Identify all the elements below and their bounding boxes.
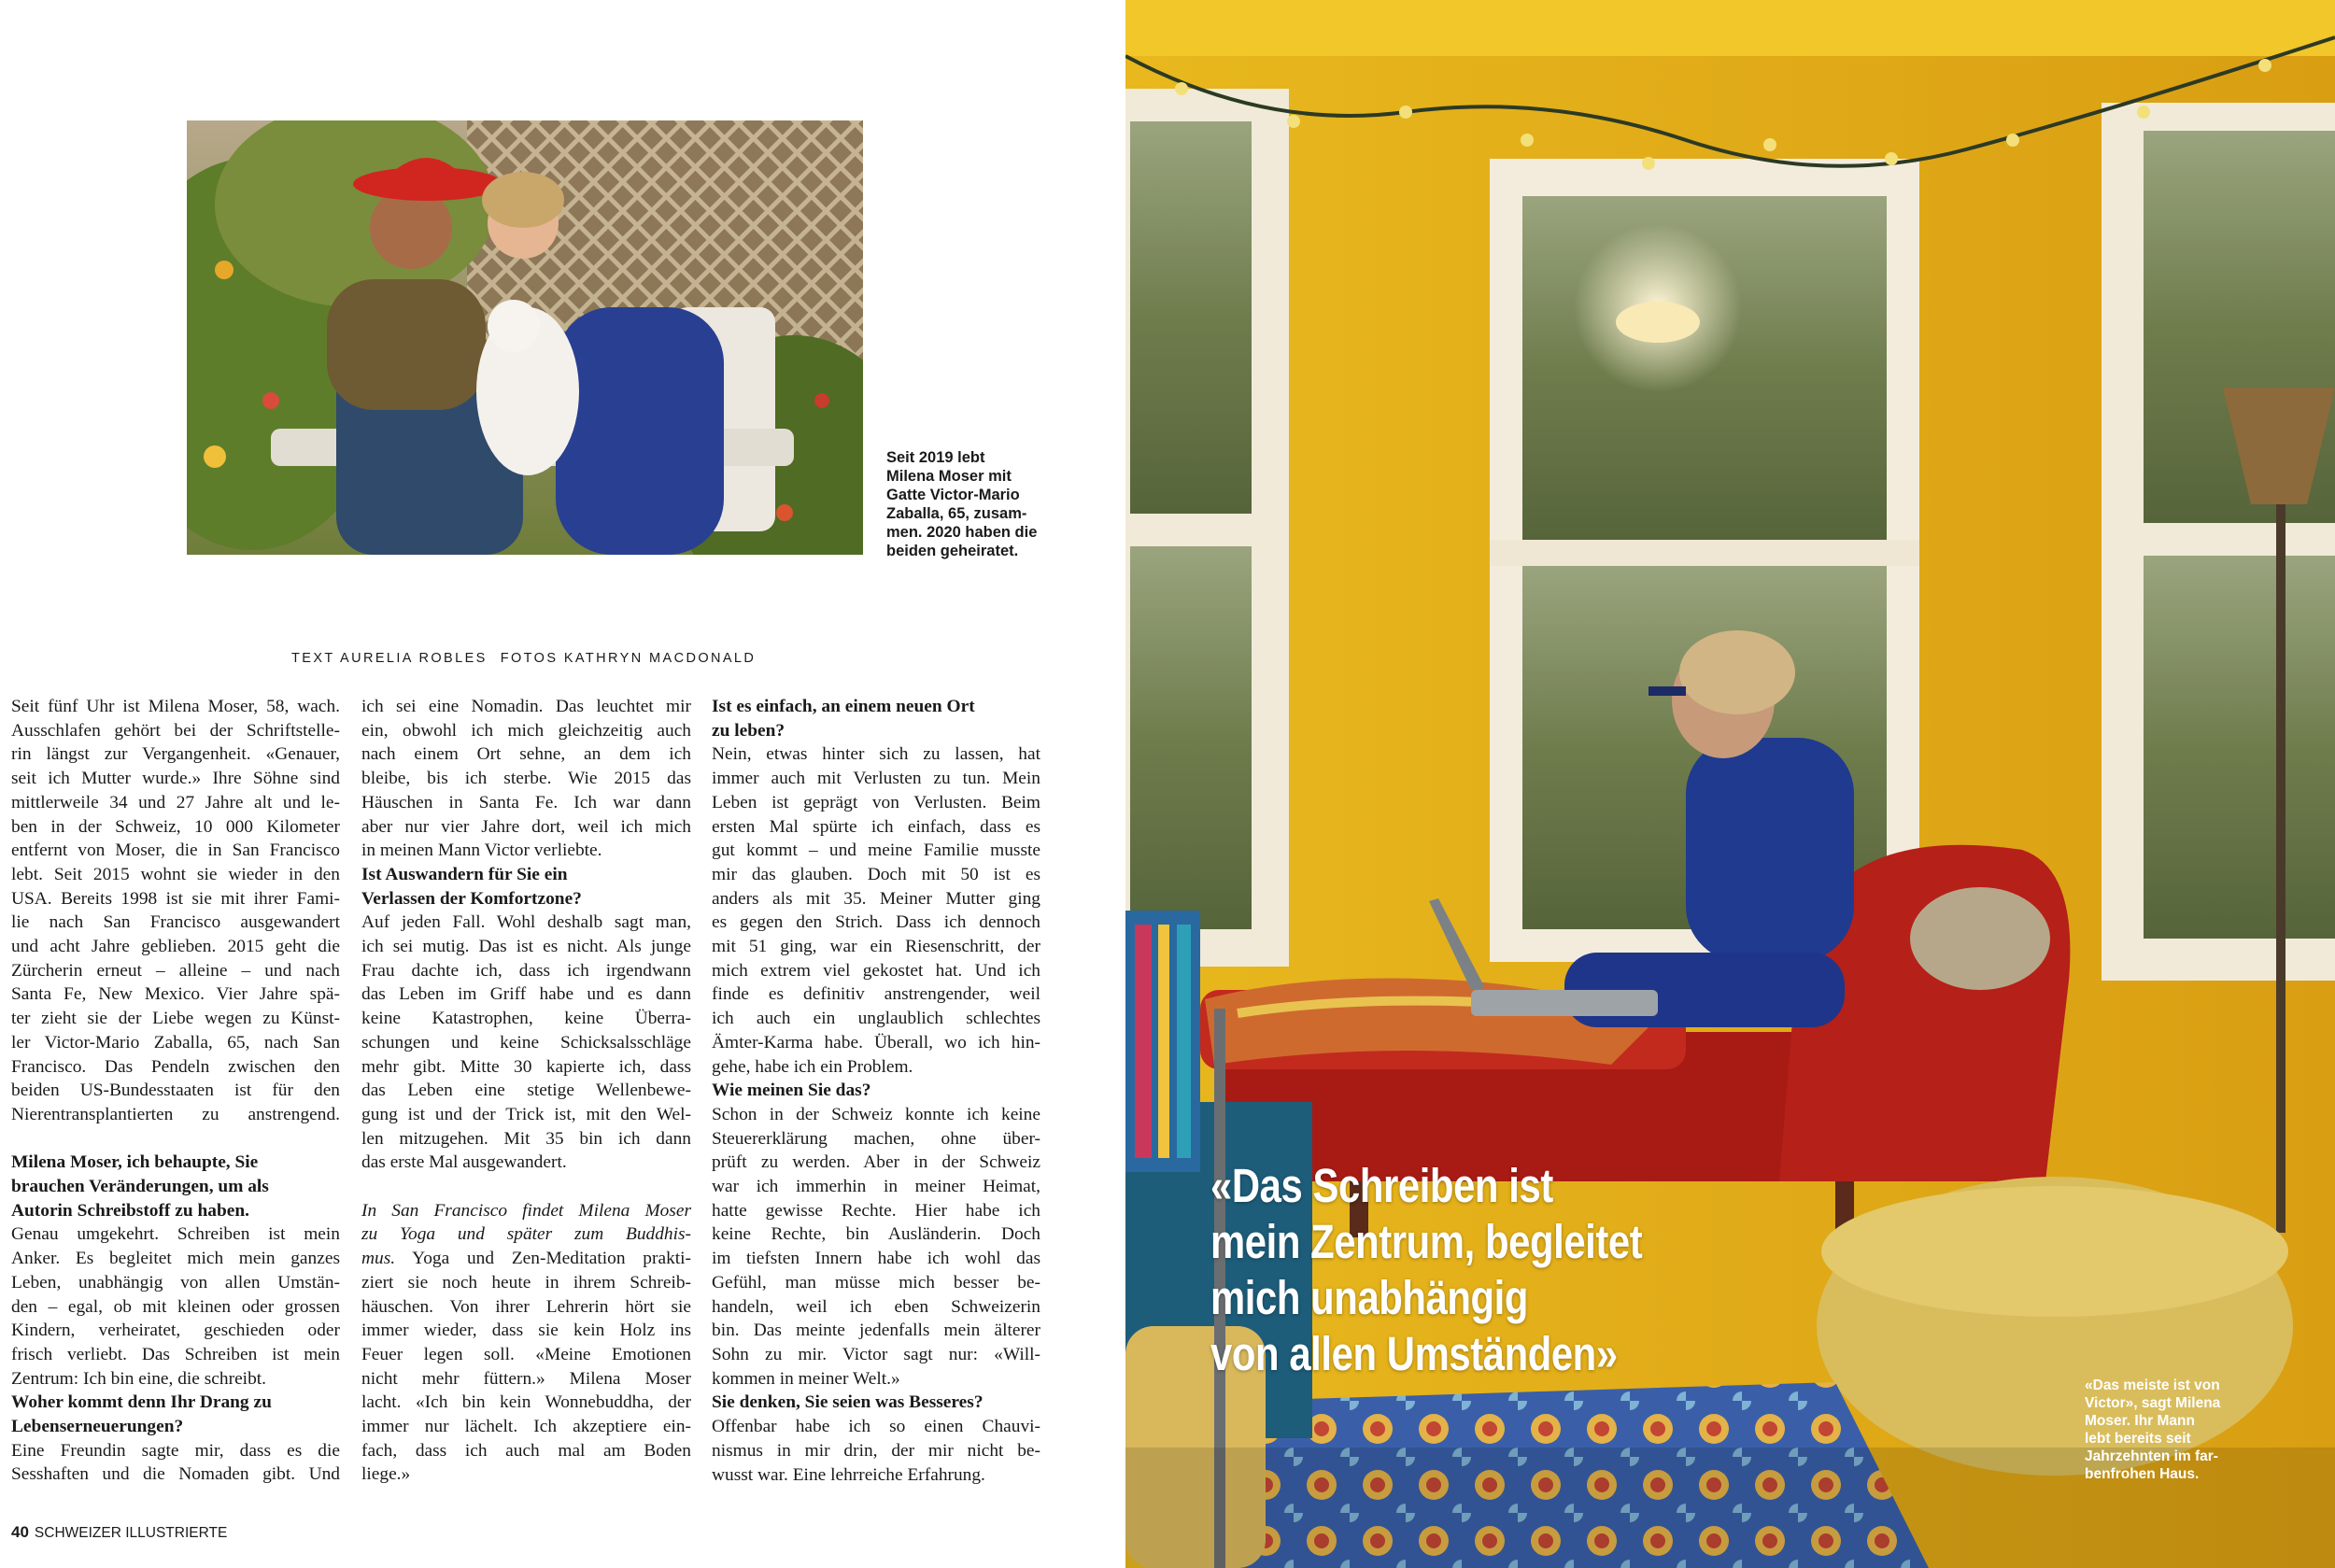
body-line: len mitzugehen. Mit 35 bin ich dann [361,1128,691,1149]
body-line: das Leben im Griff habe und es dann [361,984,691,1005]
caption-line: Moser. Ihr Mann [2085,1413,2195,1429]
article-column-3 [712,695,1040,1487]
italic-intro-end: mus. [361,1249,396,1269]
body-line: Ausschlafen gehört bei der Schriftstelle- [11,720,340,741]
caption-line: Gatte Victor-Mario [886,487,1020,503]
interview-question: Ist Auswandern für Sie ein [361,864,568,884]
body-line: Leben, unabhängig von allen Umstän- [11,1272,340,1293]
body-line: Leben ist geprägt von Verlusten. Beim [712,792,1040,812]
article-column-2 [361,695,691,1487]
pull-quote-line: mein Zentrum, begleitet [1210,1215,1643,1268]
body-line: Nierentransplantierten zu anstrengend. [11,1104,340,1124]
body-line: wusst war. Eine lehrreiche Erfahrung. [712,1464,985,1485]
body-line: ersten Mal spürte ich einfach, dass es [712,816,1040,837]
body-line: ich sei mutig. Das ist es nicht. Als junge [361,937,691,957]
text-credit: TEXT AURELIA ROBLES [291,651,488,666]
interview-question: Woher kommt denn Ihr Drang zu [11,1392,272,1413]
left-page [0,0,1125,1568]
body-line: war ich immerhin in meiner Heimat, [712,1177,1040,1197]
body-line: mit 51 ging, war ein Riesenschritt, der [712,937,1040,957]
interview-question: Wie meinen Sie das? [712,1081,871,1101]
body-line: Häuschen in Santa Fe. Ich war dann [361,792,691,812]
body-line: schungen und keine Schicksalsschläge [361,1032,691,1052]
caption-line: «Das meiste ist von [2085,1377,2220,1393]
body-line: lebt. Seit 2015 wohnt sie wieder in den [11,864,340,884]
caption-line: Zaballa, 65, zusam- [886,505,1027,522]
body-line: immer nur lächelt. Ich akzeptiere ein- [361,1417,691,1437]
body-line: hatte gewisse Rechte. Hier habe ich [712,1200,1040,1221]
interview-question: Verlassen der Komfortzone? [361,888,582,909]
page-number: 40 [11,1523,29,1541]
body-line: in meinen Mann Victor verliebte. [361,841,602,861]
body-line: immer auch mit Verlusten zu tun. Mein [712,769,1040,789]
body-line: mir das glauben. Doch mit 50 ist es [712,864,1040,884]
interview-question: Lebenserneuerungen? [11,1417,184,1437]
magazine-name: SCHWEIZER ILLUSTRIERTE [34,1525,228,1541]
body-line: lie nach San Francisco ausgewandert [11,912,340,933]
body-line: Eine Freundin sagte mir, dass es die [11,1440,340,1461]
body-line: ter zieht sie der Liebe wegen zu Künst- [11,1009,340,1029]
body-line: Gefühl, man müsse mich besser be- [712,1272,1040,1293]
pull-quote [1210,1158,1642,1382]
pull-quote-line: mich unabhängig [1210,1271,1529,1324]
body-line: den – egal, ob mit kleinen oder grossen [11,1296,340,1317]
body-line: das erste Mal ausgewandert. [361,1152,567,1173]
interview-question: Sie denken, Sie seien was Besseres? [712,1392,984,1413]
body-line: im tiefsten Innern habe ich wohl das [712,1249,1040,1269]
interior-photo-caption [2085,1377,2220,1483]
caption-line: Milena Moser mit [886,468,1012,485]
caption-line: Seit 2019 lebt [886,449,985,466]
body-line: ein, obwohl ich mich gleichzeitig auch [361,720,691,741]
pull-quote-line: «Das Schreiben ist [1210,1159,1553,1212]
body-line: nismus in mir drin, der mir nicht be- [712,1440,1040,1461]
body-line: frisch verliebt. Das Schreiben ist mein [11,1344,340,1364]
interview-question: brauchen Veränderungen, um als [11,1177,269,1197]
body-line [361,1247,691,1271]
body-line: Offenbar habe ich so einen Chauvi- [712,1417,1040,1437]
couple-photo [187,120,863,555]
body-line: ich sei eine Nomadin. Das leuchtet mir [361,697,691,716]
interview-question: Autorin Schreibstoff zu haben. [11,1200,249,1221]
body-line: Frau dachte ich, dass ich irgendwann [361,960,691,981]
body-line: rin längst zur Vergangenheit. «Genauer, [11,744,340,765]
body-line: finde es definitiv anstrengender, weil [712,984,1040,1005]
interview-question: zu leben? [712,720,785,741]
body-line: mehr gibt. Mitte 30 kapierte ich, dass [361,1056,691,1077]
body-line: Zürcherin erneut – alleine – und nach [11,960,340,981]
body-line: ler Victor-Mario Zaballa, 65, nach San [11,1032,340,1052]
body-line: seit ich Mutter wurde.» Ihre Söhne sind [11,769,340,789]
body-line: Schon in der Schweiz konnte ich keine [712,1104,1040,1124]
body-line: Zentrum: Ich bin eine, die schreibt. [11,1368,266,1389]
body-line: entfernt von Moser, die in San Francisco [11,841,340,861]
author-credits [291,651,769,666]
body-line: Ämter-Karma habe. Überall, wo ich hin- [712,1032,1040,1052]
body-line: Sohn zu mir. Victor sagt nur: «Will- [712,1344,1040,1364]
body-line: bin. Das meinte jedenfalls mein älterer [712,1321,1040,1341]
body-line: keine Katastrophen, keine Überra- [361,1009,691,1029]
body-line: gehe, habe ich ein Problem. [712,1056,913,1077]
caption-line: men. 2020 haben die [886,524,1038,541]
body-line: nicht mehr füttern.» Milena Moser [361,1368,691,1389]
body-line: ziert sie noch heute in ihrem Schreib- [361,1272,691,1293]
body-line: Feuer legen soll. «Meine Emotionen [361,1344,691,1364]
body-line: immer wieder, dass sie kein Holz ins [361,1321,691,1341]
body-line: Steuererklärung machen, ohne über- [712,1128,1040,1149]
body-line: aber nur vier Jahre dort, weil ich mich [361,816,691,837]
body-line: häuschen. Von ihrer Lehrerin hört sie [361,1296,691,1317]
body-line: Santa Fe, New Mexico. Vier Jahre spä- [11,984,340,1005]
body-line: ich auch ein unglaublich schlechtes [712,1009,1040,1029]
body-line: Sesshaften und die Nomaden gibt. Und [11,1464,340,1485]
body-line: gung ist und der Trick ist, mit den Wel- [361,1104,691,1124]
body-line: USA. Bereits 1998 ist sie mit ihrer Fami- [11,888,340,909]
caption-line: Jahrzehnten im far- [2085,1448,2218,1464]
body-line: und acht Jahre geblieben. 2015 geht die [11,937,340,957]
pull-quote-line: von allen Umständen» [1210,1327,1618,1380]
body-line: lacht. «Ich bin kein Wonnebuddha, der [361,1392,691,1413]
body-line: handeln, weil ich eben Schweizerin [712,1296,1040,1317]
body-line: anders als mit 35. Meiner Mutter ging [712,888,1040,909]
body-line: beiden US-Bundesstaaten ist für den [11,1081,340,1101]
body-line: keine Rechte, bin Ausländerin. Doch [712,1224,1040,1245]
italic-intro-line: In San Francisco findet Milena Moser [361,1200,691,1221]
italic-intro-line: zu Yoga und später zum Buddhis- [361,1224,691,1245]
body-line: liege.» [361,1464,411,1485]
body-line: kommen in meiner Welt.» [712,1368,900,1389]
body-line: gut kommt – und meine Familie musste [712,841,1040,861]
page-folio [11,1523,227,1542]
body-line: mich extrem viel gekostet hat. Und ich [712,960,1040,981]
body-line: Anker. Es begleitet mich mein ganzes [11,1249,340,1269]
interview-question: Ist es einfach, an einem neuen Ort [712,697,975,716]
article-column-1 [11,695,340,1487]
body-line: mittlerweile 34 und 27 Jahre alt und le- [11,792,340,812]
interview-question: Milena Moser, ich behaupte, Sie [11,1152,259,1173]
body-line: Kindern, verheiratet, geschieden oder [11,1321,340,1341]
body-line: es gegen den Strich. Dass ich dennoch [712,912,1040,933]
photo-caption [886,448,1054,560]
caption-line: benfrohen Haus. [2085,1466,2200,1482]
body-line: Auf jeden Fall. Wohl deshalb sagt man, [361,912,691,933]
body-line: prüft zu werden. Aber in der Schweiz [712,1152,1040,1173]
body-line: fach, dass ich auch mal am Boden [361,1440,691,1461]
caption-line: lebt bereits seit [2085,1431,2191,1447]
body-text: Yoga und Zen-Meditation prakti- [395,1249,691,1269]
couple-photo-illustration [187,120,863,555]
body-line: nach einem Ort sehne, an dem ich [361,744,691,765]
body-line: bleibe, bis ich sterbe. Wie 2015 das [361,769,691,789]
caption-line: beiden geheiratet. [886,543,1019,559]
body-line: ben in der Schweiz, 10 000 Kilometer [11,816,340,837]
photo-credit: FOTOS KATHRYN MACDONALD [500,651,757,666]
body-line: das Leben eine stetige Wellenbewe- [361,1081,691,1101]
body-line: Nein, etwas hinter sich zu lassen, hat [712,744,1040,765]
body-line: Genau umgekehrt. Schreiben ist mein [11,1224,340,1245]
body-line: Seit fünf Uhr ist Milena Moser, 58, wach. [11,697,340,716]
body-line: Francisco. Das Pendeln zwischen den [11,1056,340,1077]
caption-line: Victor», sagt Milena [2085,1395,2221,1411]
